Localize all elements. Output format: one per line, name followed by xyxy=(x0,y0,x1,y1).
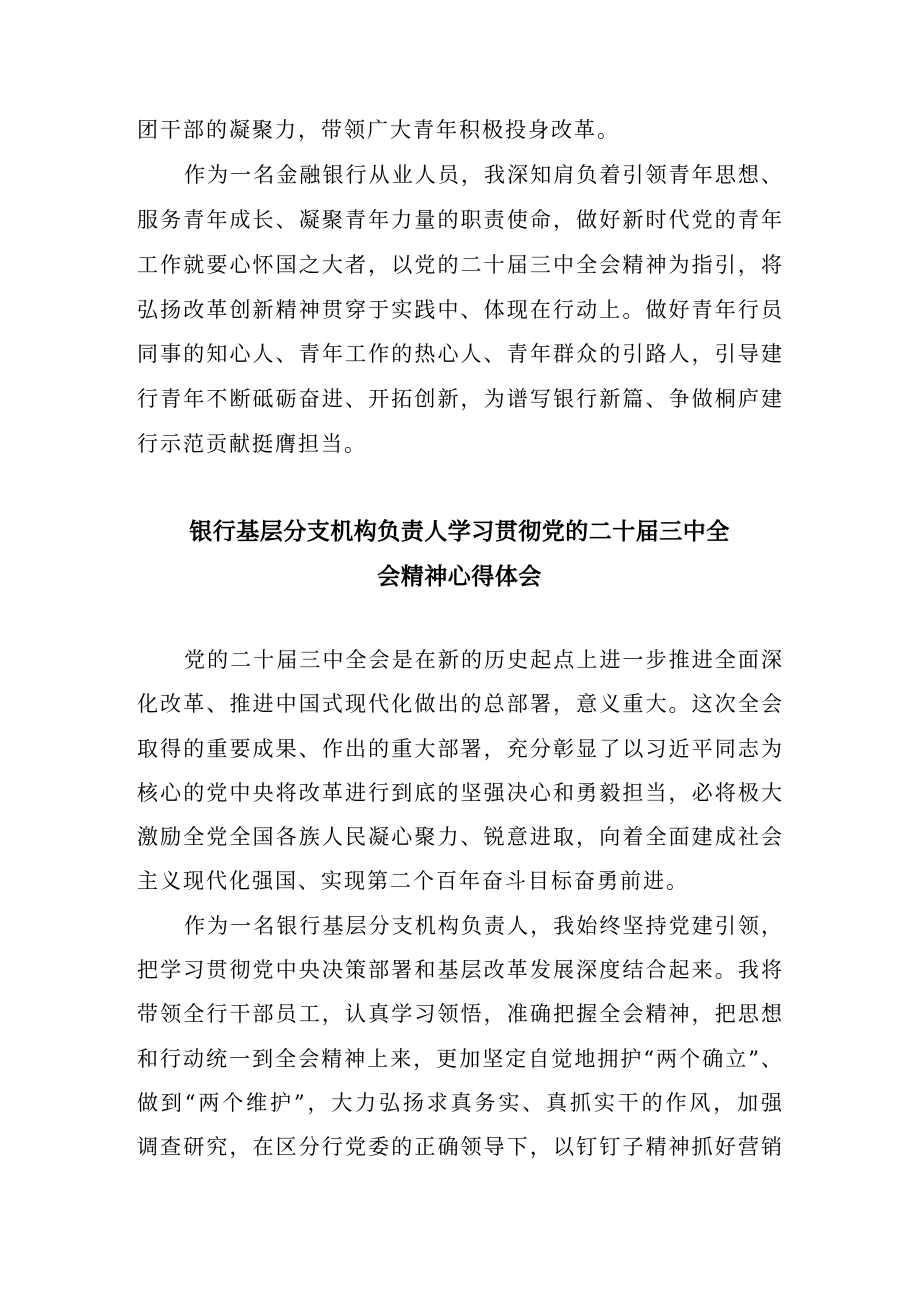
text-line: 党的二十届三中全会是在新的历史起点上进一步推进全面深 xyxy=(184,648,782,672)
paragraph xyxy=(137,108,782,153)
text-line: 核心的党中央将改革进行到底的坚强决心和勇毅担当，必将极大 xyxy=(137,780,782,805)
text-line: 调查研究，在区分行党委的正确领导下，以钉钉子精神抓好营销 xyxy=(137,1135,782,1160)
previous-article-continuation xyxy=(137,108,782,467)
text-line: 工作就要心怀国之大者，以党的二十届三中全会精神为指引，将 xyxy=(137,252,782,277)
text-line: 带领全行干部员工，认真学习领悟，准确把握全会精神，把思想 xyxy=(137,1002,782,1027)
article-body xyxy=(137,638,782,1170)
text-line: 行青年不断砥砺奋进、开拓创新，为谱写银行新篇、争做桐庐建 xyxy=(137,387,782,412)
text-line: 和行动统一到全会精神上来，更加坚定自觉地拥护“两个确立”、 xyxy=(137,1046,782,1071)
article-title xyxy=(137,510,782,600)
text-line: 化改革、推进中国式现代化做出的总部署，意义重大。这次全会 xyxy=(137,692,782,717)
text-line: 激励全党全国各族人民凝心聚力、锐意进取，向着全面建成社会 xyxy=(137,825,782,850)
text-line: 作为一名银行基层分支机构负责人，我始终坚持党建引领， xyxy=(184,913,782,938)
text-line: 弘扬改革创新精神贯穿于实践中、体现在行动上。做好青年行员 xyxy=(137,297,782,322)
text-line: 行示范贡献挺膺担当。 xyxy=(137,432,367,457)
text-line: 服务青年成长、凝聚青年力量的职责使命，做好新时代党的青年 xyxy=(137,207,782,232)
paragraph xyxy=(137,904,782,1170)
text-line: 同事的知心人、青年工作的热心人、青年群众的引路人，引导建 xyxy=(137,342,782,367)
text-line: 取得的重要成果、作出的重大部署，充分彰显了以习近平同志为 xyxy=(137,736,782,761)
paragraph xyxy=(137,153,782,467)
text-line: 主义现代化强国、实现第二个百年奋斗目标奋勇前进。 xyxy=(137,869,689,894)
text-line: 作为一名金融银行从业人员，我深知肩负着引领青年思想、 xyxy=(184,162,782,187)
paragraph xyxy=(137,638,782,904)
title-line: 银行基层分支机构负责人学习贯彻党的二十届三中全 xyxy=(189,519,730,545)
title-line: 会精神心得体会 xyxy=(377,564,542,590)
text-line: 把学习贯彻党中央决策部署和基层改革发展深度结合起来。我将 xyxy=(137,958,782,983)
text-line: 做到“两个维护”，大力弘扬求真务实、真抓实干的作风，加强 xyxy=(137,1090,782,1115)
text-line: 团干部的凝聚力，带领广大青年积极投身改革。 xyxy=(137,118,620,142)
